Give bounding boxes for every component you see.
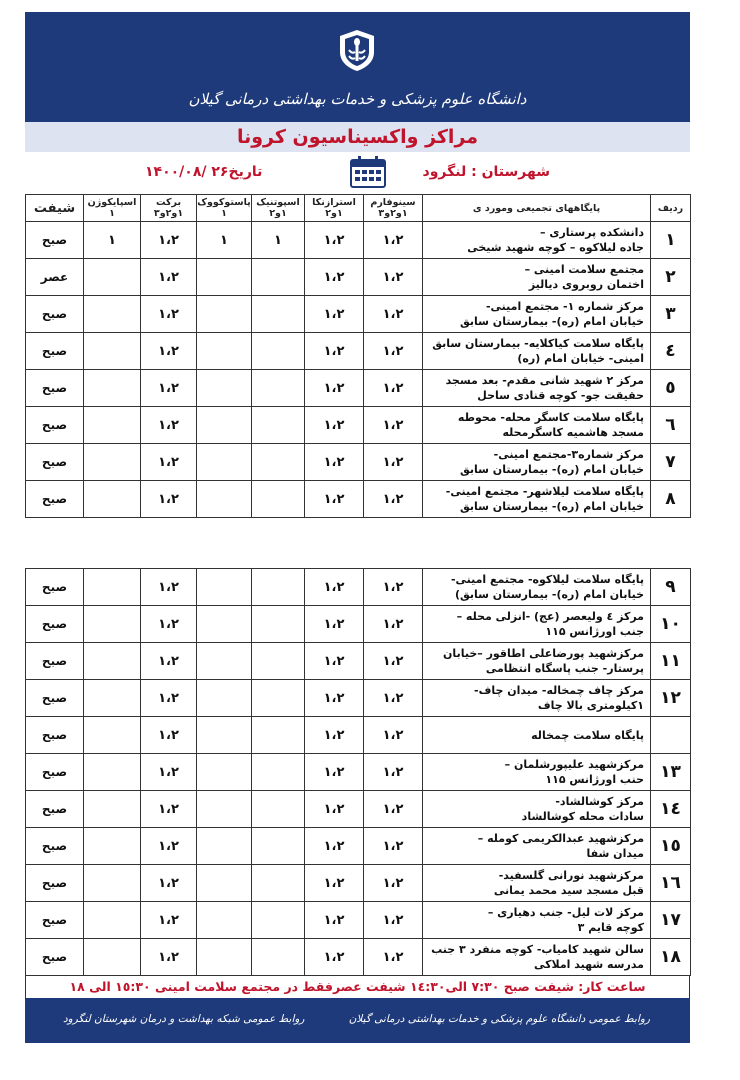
university-name: دانشگاه علوم پزشکی و خدمات بهداشتی درمانی گیلان: [188, 90, 527, 108]
cell-row: ۱: [651, 222, 691, 259]
place-line-1: مرکزشهید عبدالکریمی کومله –: [477, 832, 644, 845]
cell-sputnik: [252, 606, 305, 643]
cell-shift: صبح: [26, 370, 84, 407]
page-2: [25, 568, 690, 1065]
cell-astrazeneca: ۱،۲: [305, 754, 364, 791]
col-place: پایگاههای تجمیعی ومورد ی: [423, 195, 651, 222]
cell-place: [423, 791, 651, 828]
cell-place: [423, 902, 651, 939]
footer-right-text: روابط عمومی دانشگاه علوم پزشکی و خدمات بهداشتی درمانی گیلان: [348, 1013, 650, 1025]
place-line-1: دانشکده پرستاری –: [540, 226, 644, 239]
table-row: [26, 222, 691, 259]
col-sputnik: اسپوتنیک ۱و۲: [252, 195, 305, 222]
table-row: [26, 902, 691, 939]
cell-shift: صبح: [26, 939, 84, 976]
cell-shift: صبح: [26, 680, 84, 717]
cell-shift: صبح: [26, 791, 84, 828]
table-row: [26, 643, 691, 680]
cell-sputnik: [252, 333, 305, 370]
cell-spicogen: [84, 865, 141, 902]
place-line-2: سادات محله کوشالشاد: [521, 810, 644, 823]
place-line-2: مدرسه شهید املاکی: [533, 958, 644, 971]
cell-shift: صبح: [26, 606, 84, 643]
cell-astrazeneca: ۱،۲: [305, 222, 364, 259]
cell-sinopharm: ۱،۲: [364, 569, 423, 606]
cell-place: [423, 939, 651, 976]
table-row: [26, 717, 691, 754]
place-line-1: مرکز لات لیل- جنب دهیاری –: [487, 906, 644, 919]
cell-pastocovac: [197, 680, 252, 717]
cell-sinopharm: ۱،۲: [364, 680, 423, 717]
place-line-1: مرکز ٤ ولیعصر (عج) -انزلی محله –: [456, 610, 644, 623]
cell-place: [423, 407, 651, 444]
cell-place: [423, 333, 651, 370]
cell-astrazeneca: ۱،۲: [305, 643, 364, 680]
cell-row: ۸: [651, 481, 691, 518]
cell-spicogen: [84, 717, 141, 754]
table-header-row: [26, 195, 691, 222]
cell-astrazeneca: ۱،۲: [305, 296, 364, 333]
table-row: [26, 680, 691, 717]
table-row: [26, 828, 691, 865]
cell-spicogen: [84, 606, 141, 643]
col-pastocovac: پاستوکووک ۱: [197, 195, 252, 222]
cell-row: ٥: [651, 370, 691, 407]
cell-shift: صبح: [26, 865, 84, 902]
cell-row: ۱۲: [651, 680, 691, 717]
cell-pastocovac: [197, 370, 252, 407]
cell-astrazeneca: ۱،۲: [305, 333, 364, 370]
cell-barekat: ۱،۲: [141, 407, 197, 444]
cell-place: [423, 296, 651, 333]
cell-spicogen: [84, 754, 141, 791]
cell-astrazeneca: ۱،۲: [305, 259, 364, 296]
place-line-1: پایگاه سلامت چمخاله: [531, 728, 644, 742]
place-line-1: پایگاه سلامت لیلاشهر- مجتمع امینی-: [445, 485, 644, 498]
cell-sinopharm: ۱،۲: [364, 407, 423, 444]
cell-row: ۱۳: [651, 754, 691, 791]
cell-barekat: ۱،۲: [141, 717, 197, 754]
cell-shift: صبح: [26, 333, 84, 370]
table-row: [26, 444, 691, 481]
place-line-2: مسجد هاشمیه کاسگرمحله: [502, 426, 644, 439]
cell-row: ۱۱: [651, 643, 691, 680]
cell-barekat: ۱،۲: [141, 370, 197, 407]
cell-place: [423, 370, 651, 407]
cell-shift: صبح: [26, 643, 84, 680]
footer-banner: [25, 998, 690, 1043]
table-row: [26, 333, 691, 370]
cell-sinopharm: ۱،۲: [364, 481, 423, 518]
cell-sputnik: [252, 370, 305, 407]
cell-barekat: ۱،۲: [141, 643, 197, 680]
place-line-1: پایگاه سلامت کیاکلایه- بیمارستان سابق: [432, 337, 644, 350]
cell-sinopharm: ۱،۲: [364, 865, 423, 902]
place-line-1: مجتمع سلامت امینی –: [524, 263, 644, 276]
cell-sputnik: [252, 865, 305, 902]
cell-barekat: ۱،۲: [141, 865, 197, 902]
cell-row: ٤: [651, 333, 691, 370]
cell-row: ۹: [651, 569, 691, 606]
place-line-1: مرکز کوشالشاد-: [555, 795, 644, 808]
col-spicogen: اسپایکوژن ۱: [84, 195, 141, 222]
cell-astrazeneca: ۱،۲: [305, 407, 364, 444]
cell-sinopharm: ۱،۲: [364, 259, 423, 296]
cell-spicogen: [84, 680, 141, 717]
cell-astrazeneca: ۱،۲: [305, 939, 364, 976]
cell-place: [423, 680, 651, 717]
cell-astrazeneca: ۱،۲: [305, 791, 364, 828]
cell-place: [423, 643, 651, 680]
cell-barekat: ۱،۲: [141, 296, 197, 333]
cell-sputnik: [252, 296, 305, 333]
place-line-2: خیابان امام (ره)- بیمارستان سابق: [459, 500, 644, 513]
working-hours-note: ساعت کار: شیفت صبح ۷:۳۰ الی۱٤:۳۰ شیفت عصرفقط در مجتمع سلامت امینی ۱٥:۳۰ الی ۱۸: [25, 976, 690, 998]
cell-sinopharm: ۱،۲: [364, 643, 423, 680]
cell-pastocovac: [197, 481, 252, 518]
cell-sputnik: [252, 902, 305, 939]
cell-pastocovac: [197, 444, 252, 481]
cell-spicogen: [84, 296, 141, 333]
date-label: تاریخ۲۶ /۱۴۰۰/۰۸: [145, 164, 263, 180]
place-line-2: کوچه قایم ۳: [577, 921, 644, 934]
cell-spicogen: [84, 370, 141, 407]
cell-astrazeneca: ۱،۲: [305, 865, 364, 902]
table-body-1: [26, 222, 691, 518]
cell-spicogen: ۱: [84, 222, 141, 259]
cell-spicogen: [84, 828, 141, 865]
cell-shift: عصر: [26, 259, 84, 296]
cell-sinopharm: ۱،۲: [364, 939, 423, 976]
cell-astrazeneca: ۱،۲: [305, 828, 364, 865]
place-line-1: مرکزشهید علیپورشلمان –: [504, 758, 644, 771]
cell-sinopharm: ۱،۲: [364, 333, 423, 370]
cell-spicogen: [84, 259, 141, 296]
cell-pastocovac: [197, 643, 252, 680]
cell-row: ۱۸: [651, 939, 691, 976]
col-sinopharm: سینوفارم ۱و۲و۳: [364, 195, 423, 222]
place-line-1: مرکزشهید پورضاعلی اطاقور –خیابان: [443, 647, 644, 660]
table-body-2: [26, 569, 691, 976]
cell-barekat: ۱،۲: [141, 444, 197, 481]
vaccination-table-continued: [25, 568, 691, 976]
header-banner: [25, 12, 690, 122]
cell-spicogen: [84, 333, 141, 370]
city-label: شهرستان : لنگرود: [422, 164, 550, 180]
cell-pastocovac: [197, 791, 252, 828]
cell-barekat: ۱،۲: [141, 259, 197, 296]
place-line-2: پرستار- جنب پاسگاه انتظامی: [485, 662, 644, 675]
cell-row: ۱۰: [651, 606, 691, 643]
cell-astrazeneca: ۱،۲: [305, 606, 364, 643]
cell-row: ۱۷: [651, 902, 691, 939]
cell-sputnik: [252, 481, 305, 518]
cell-sputnik: [252, 569, 305, 606]
cell-row: ٦: [651, 407, 691, 444]
cell-barekat: ۱،۲: [141, 902, 197, 939]
calendar-icon: [350, 156, 386, 188]
page-title: مراکز واکسیناسیون کرونا: [25, 122, 690, 152]
cell-pastocovac: [197, 939, 252, 976]
cell-shift: صبح: [26, 444, 84, 481]
cell-sinopharm: ۱،۲: [364, 222, 423, 259]
table-row: [26, 296, 691, 333]
cell-place: [423, 865, 651, 902]
cell-astrazeneca: ۱،۲: [305, 481, 364, 518]
table-row: [26, 754, 691, 791]
col-shift: شیفت: [26, 195, 84, 222]
cell-sinopharm: ۱،۲: [364, 370, 423, 407]
cell-sputnik: [252, 444, 305, 481]
cell-row: ۱٦: [651, 865, 691, 902]
place-line-1: پایگاه سلامت لیلاکوه- مجتمع امینی-: [450, 573, 644, 586]
cell-sputnik: [252, 791, 305, 828]
cell-barekat: ۱،۲: [141, 939, 197, 976]
place-line-1: مرکز شماره ۱- مجتمع امینی-: [485, 300, 644, 313]
cell-astrazeneca: ۱،۲: [305, 370, 364, 407]
cell-row: ۱٥: [651, 828, 691, 865]
info-row: [25, 152, 690, 194]
cell-pastocovac: [197, 569, 252, 606]
cell-shift: صبح: [26, 407, 84, 444]
cell-shift: صبح: [26, 902, 84, 939]
place-line-1: مرکز چاف چمخاله- میدان چاف-: [474, 684, 644, 697]
place-line-2: امینی- خیابان امام (ره): [517, 352, 644, 365]
place-line-2: میدان شفا: [586, 847, 644, 860]
cell-place: [423, 717, 651, 754]
table-row: [26, 791, 691, 828]
cell-sputnik: [252, 717, 305, 754]
cell-row: [651, 717, 691, 754]
cell-row: ۱٤: [651, 791, 691, 828]
cell-barekat: ۱،۲: [141, 569, 197, 606]
cell-place: [423, 828, 651, 865]
cell-row: ۷: [651, 444, 691, 481]
cell-place: [423, 444, 651, 481]
cell-pastocovac: [197, 865, 252, 902]
cell-sinopharm: ۱،۲: [364, 791, 423, 828]
cell-spicogen: [84, 569, 141, 606]
cell-astrazeneca: ۱،۲: [305, 717, 364, 754]
cell-place: [423, 606, 651, 643]
col-row: ردیف: [651, 195, 691, 222]
table-row: [26, 259, 691, 296]
cell-pastocovac: [197, 606, 252, 643]
table-row: [26, 865, 691, 902]
cell-pastocovac: [197, 296, 252, 333]
cell-place: [423, 222, 651, 259]
place-line-1: مرکز ۲ شهید شانی مقدم- بعد مسجد: [445, 374, 644, 387]
place-line-1: سالن شهید کامیاب- کوچه منفرد ۳ جنب: [431, 943, 644, 956]
cell-spicogen: [84, 643, 141, 680]
cell-pastocovac: [197, 828, 252, 865]
cell-sinopharm: ۱،۲: [364, 717, 423, 754]
cell-place: [423, 481, 651, 518]
cell-sputnik: [252, 643, 305, 680]
cell-spicogen: [84, 407, 141, 444]
cell-barekat: ۱،۲: [141, 606, 197, 643]
col-barekat: برکت ۱و۲و۳: [141, 195, 197, 222]
cell-barekat: ۱،۲: [141, 680, 197, 717]
cell-sinopharm: ۱،۲: [364, 902, 423, 939]
cell-shift: صبح: [26, 569, 84, 606]
cell-spicogen: [84, 791, 141, 828]
place-line-2: خیابان امام (ره)- بیمارستان سابق: [459, 315, 644, 328]
cell-astrazeneca: ۱،۲: [305, 569, 364, 606]
place-line-2: جاده لیلاکوه – کوچه شهید شیخی: [467, 241, 644, 254]
place-line-2: اختمان روبروی دیالیز: [528, 278, 644, 291]
cell-spicogen: [84, 481, 141, 518]
cell-pastocovac: [197, 407, 252, 444]
cell-sputnik: [252, 939, 305, 976]
cell-sinopharm: ۱،۲: [364, 754, 423, 791]
cell-sputnik: [252, 828, 305, 865]
cell-row: ۳: [651, 296, 691, 333]
table-row: [26, 606, 691, 643]
page-1: [25, 12, 690, 524]
cell-place: [423, 259, 651, 296]
cell-sinopharm: ۱،۲: [364, 296, 423, 333]
footer-left-text: روابط عمومی شبکه بهداشت و درمان شهرستان لنگرود: [63, 1013, 305, 1025]
cell-sputnik: [252, 407, 305, 444]
cell-spicogen: [84, 444, 141, 481]
cell-place: [423, 754, 651, 791]
cell-shift: صبح: [26, 296, 84, 333]
cell-barekat: ۱،۲: [141, 333, 197, 370]
place-line-1: مرکز شماره۳-مجتمع امینی-: [493, 448, 644, 461]
place-line-2: خیابان امام (ره)- بیمارستان سابق: [459, 463, 644, 476]
cell-sputnik: [252, 259, 305, 296]
table-row: [26, 481, 691, 518]
table-row: [26, 407, 691, 444]
col-astrazeneca: استرازنکا ۱و۲: [305, 195, 364, 222]
cell-astrazeneca: ۱،۲: [305, 902, 364, 939]
cell-sinopharm: ۱،۲: [364, 606, 423, 643]
cell-place: [423, 569, 651, 606]
cell-sputnik: [252, 680, 305, 717]
cell-spicogen: [84, 902, 141, 939]
cell-astrazeneca: ۱،۲: [305, 444, 364, 481]
vaccination-table: [25, 194, 691, 518]
cell-astrazeneca: ۱،۲: [305, 680, 364, 717]
cell-shift: صبح: [26, 828, 84, 865]
cell-barekat: ۱،۲: [141, 222, 197, 259]
place-line-2: حنب اورژانس ۱۱۵: [545, 773, 644, 786]
cell-pastocovac: [197, 754, 252, 791]
place-line-2: جنب اورژانس ۱۱۵: [545, 625, 644, 638]
cell-sputnik: [252, 754, 305, 791]
cell-pastocovac: [197, 717, 252, 754]
place-line-1: مرکزشهید نورانی گلسفید-: [498, 869, 644, 882]
place-line-1: پایگاه سلامت کاسگر محله- محوطه: [457, 411, 644, 424]
cell-sinopharm: ۱،۲: [364, 828, 423, 865]
cell-pastocovac: [197, 333, 252, 370]
cell-shift: صبح: [26, 222, 84, 259]
cell-pastocovac: [197, 902, 252, 939]
cell-barekat: ۱،۲: [141, 754, 197, 791]
table-row: [26, 370, 691, 407]
table-row: [26, 939, 691, 976]
place-line-2: حقیقت جو- کوچه قنادی ساحل: [477, 389, 644, 402]
cell-shift: صبح: [26, 754, 84, 791]
cell-shift: صبح: [26, 481, 84, 518]
cell-shift: صبح: [26, 717, 84, 754]
cell-barekat: ۱،۲: [141, 791, 197, 828]
cell-barekat: ۱،۲: [141, 828, 197, 865]
cell-barekat: ۱،۲: [141, 481, 197, 518]
cell-pastocovac: [197, 259, 252, 296]
university-logo-icon: [338, 28, 376, 72]
place-line-2: قبل مسجد سید محمد یمانی: [493, 884, 644, 897]
place-line-2: ۱کیلومتری بالا چاف: [537, 699, 644, 712]
cell-pastocovac: ۱: [197, 222, 252, 259]
cell-row: ۲: [651, 259, 691, 296]
table-row: [26, 569, 691, 606]
cell-sputnik: ۱: [252, 222, 305, 259]
cell-spicogen: [84, 939, 141, 976]
cell-sinopharm: ۱،۲: [364, 444, 423, 481]
place-line-2: خیابان امام (ره)- بیمارستان سابق): [454, 588, 644, 601]
